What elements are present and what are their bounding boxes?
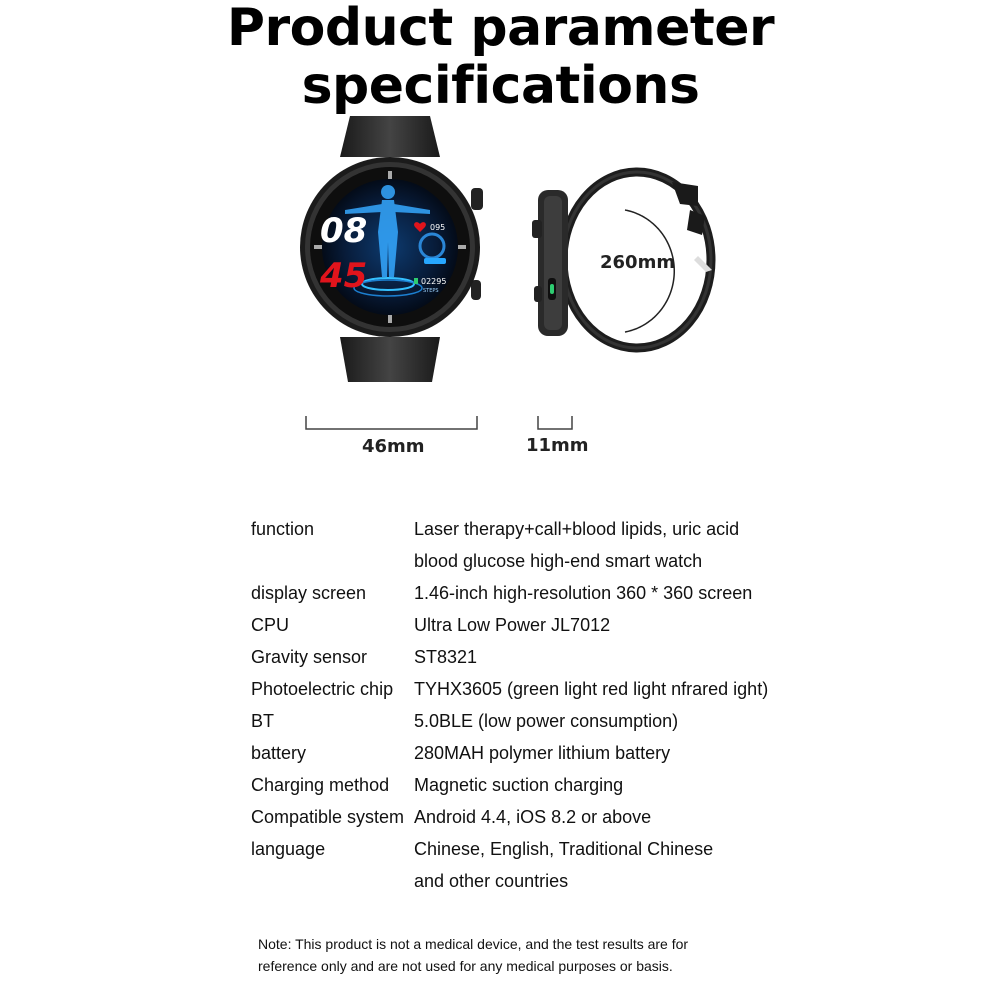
watch-heart-rate: 095 (430, 223, 446, 232)
thickness-bracket (537, 414, 577, 434)
page-title-line-2: specifications (301, 56, 700, 116)
spec-value: Laser therapy+call+blood lipids, uric acid (414, 519, 740, 539)
spec-key: Compatible system (251, 807, 405, 827)
spec-key: language (251, 839, 326, 859)
diameter-label: 46mm (362, 436, 425, 457)
watch-front-image (290, 112, 490, 387)
thickness-label: 11mm (526, 435, 589, 456)
spec-key: Photoelectric chip (251, 679, 394, 699)
diameter-bracket (305, 414, 480, 434)
spec-value: Magnetic suction charging (414, 775, 624, 795)
strap-length-label: 260mm (600, 252, 676, 273)
spec-value: 5.0BLE (low power consumption) (414, 711, 679, 731)
watch-steps-label: STEPS (423, 288, 439, 294)
spec-key: CPU (251, 615, 290, 635)
disclaimer-note (258, 933, 688, 977)
spec-value: 1.46-inch high-resolution 360 * 360 screen (414, 583, 753, 603)
watch-steps-value: 02295 (421, 277, 447, 286)
spec-value: ST8321 (414, 647, 478, 667)
spec-value: blood glucose high-end smart watch (414, 551, 703, 571)
spec-key: function (251, 519, 315, 539)
spec-value: Ultra Low Power JL7012 (414, 615, 611, 635)
spec-key: display screen (251, 583, 367, 603)
steps-icon (414, 278, 418, 284)
spec-key: Gravity sensor (251, 647, 368, 667)
spec-value: TYHX3605 (green light red light nfrared ight) (414, 679, 769, 699)
watch-hour: 08 (320, 211, 368, 251)
spec-value: 280MAH polymer lithium battery (414, 743, 671, 763)
watch-minute: 45 (320, 256, 368, 296)
page-title-line-1: Product parameter (226, 0, 775, 58)
spec-key: battery (251, 743, 307, 763)
note-line-1: Note: This product is not a medical device, and the test results are for (258, 936, 689, 952)
note-line-2: reference only and are not used for any medical purposes or basis. (258, 958, 673, 974)
spec-key: BT (251, 711, 275, 731)
spec-value: Chinese, English, Traditional Chinese (414, 839, 714, 859)
spec-value: Android 4.4, iOS 8.2 or above (414, 807, 652, 827)
spec-value: and other countries (414, 871, 569, 891)
spec-key: Charging method (251, 775, 390, 795)
